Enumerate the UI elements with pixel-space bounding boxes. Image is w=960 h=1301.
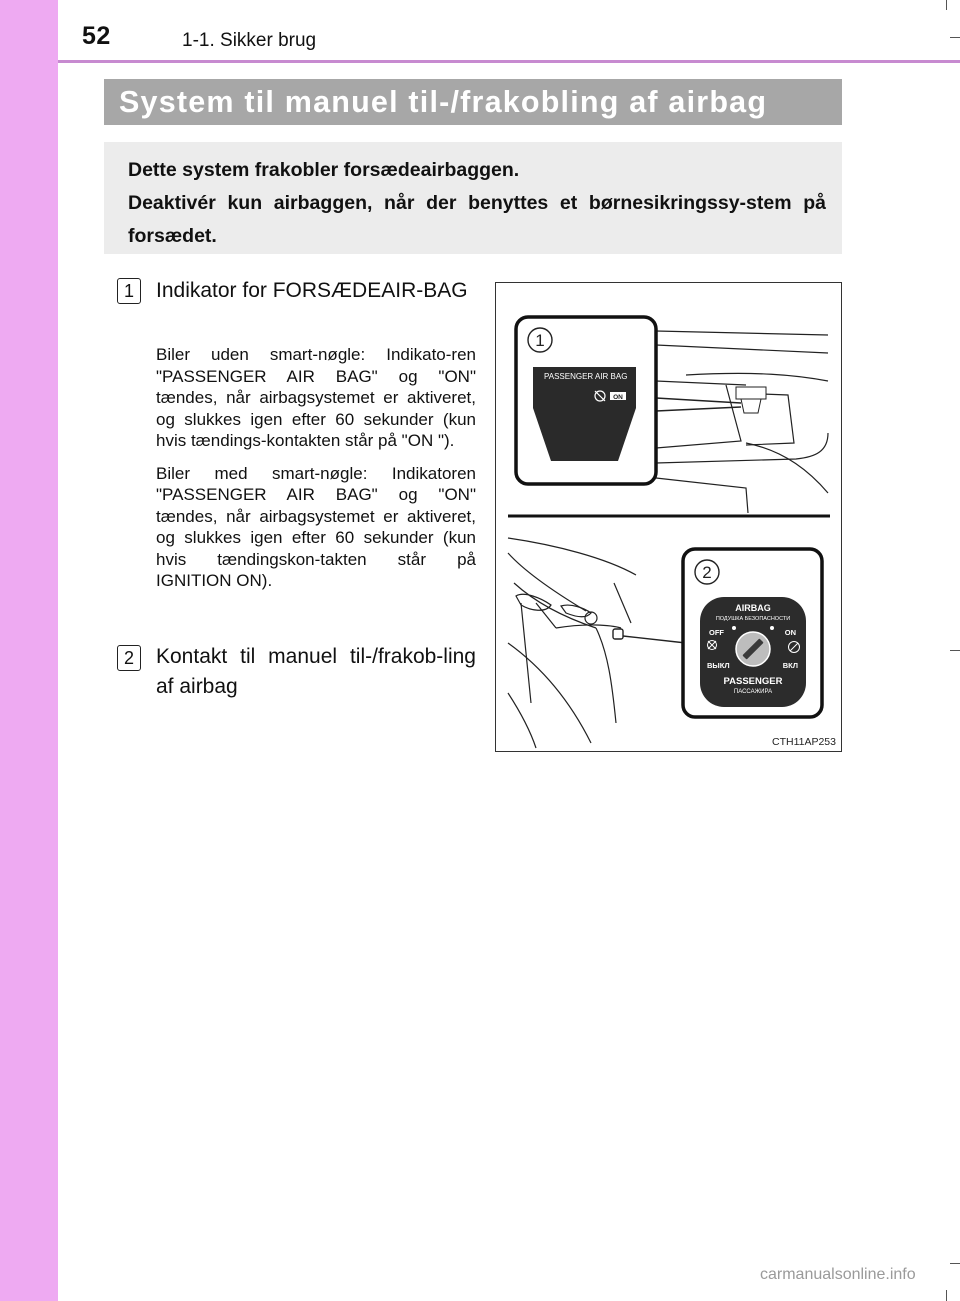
indicator-housing [736, 387, 766, 413]
airbag-figure [495, 282, 842, 752]
switch-title: AIRBAG [735, 603, 771, 613]
switch-location-marker [613, 629, 623, 639]
airbag-illustration [496, 283, 843, 753]
on-indicator-text: ON [613, 394, 623, 401]
item-1-paragraph-1: Biler uden smart-nøgle: Indikato-ren "PASSENGER AIR BAG" og "ON" tændes, når airbagsystemet er aktiveret, og slukkes igen efter 60 sekunder (kun hvis tændings-kontakten står på "ON "). [156, 345, 476, 450]
trim-mark-top-right-h [950, 37, 960, 38]
dashboard-vents [516, 594, 597, 624]
item-number-1: 1 [117, 278, 141, 304]
callout-label-1: 1 [535, 331, 545, 350]
item-body-1 [156, 344, 476, 603]
trim-mark-top-right [946, 0, 947, 10]
leader-line-1 [656, 398, 741, 411]
section-title: System til manuel til-/frakobling af airbag [104, 79, 842, 125]
switch-passenger-label: PASSENGER [723, 676, 783, 687]
item-title-1: Indikator for FORSÆDEAIR-BAG [156, 279, 468, 302]
item-number-2: 2 [117, 645, 141, 671]
switch-on-label-ru: ВКЛ [782, 661, 798, 670]
trim-mark-mid-right [950, 650, 960, 651]
watermark: carmanualsonline.info [760, 1266, 916, 1283]
switch-title-ru: ПОДУШКА БЕЗОПАСНОСТИ [715, 616, 791, 622]
item-title-2: Kontakt til manuel til-/frakob-ling af airbag [156, 645, 476, 698]
header-rule [58, 60, 960, 63]
section-reference: 1-1. Sikker brug [182, 30, 317, 51]
off-position-dot [732, 626, 736, 630]
glovebox-lines [508, 538, 636, 748]
item-1-paragraph-2: Biler med smart-nøgle: Indikatoren "PASSENGER AIR BAG" og "ON" tændes, når airbagsystemet er aktiveret, og slukkes igen efter 60 sekunder (kun hvis tændingskon-takten står på IGNITION ON). [156, 463, 476, 590]
indicator-label: PASSENGER AIR BAG [544, 372, 628, 381]
leader-line-2 [623, 636, 686, 643]
intro-box [104, 142, 842, 254]
dashboard-lines [656, 331, 828, 513]
intro-line-2: Deaktivér kun airbaggen, når der benyttes et børnesikringssy-stem på forsædet. [128, 192, 826, 247]
figure-code: CTH11AP253 [771, 736, 836, 748]
trim-mark-bottom-right-v [946, 1290, 947, 1301]
trim-mark-bottom-right [950, 1263, 960, 1264]
switch-passenger-label-ru: ПАССАЖИРА [733, 689, 773, 695]
on-position-dot [770, 626, 774, 630]
switch-off-label-ru: ВЫКЛ [707, 661, 730, 670]
switch-off-label: OFF [709, 628, 724, 637]
indicator-panel [533, 367, 636, 461]
page-number: 52 [82, 22, 111, 50]
intro-line-1: Dette system frakobler forsædeairbaggen. [128, 159, 520, 181]
side-tab-strip [0, 0, 58, 1301]
callout-label-2: 2 [702, 563, 712, 582]
switch-on-label: ON [784, 628, 796, 637]
